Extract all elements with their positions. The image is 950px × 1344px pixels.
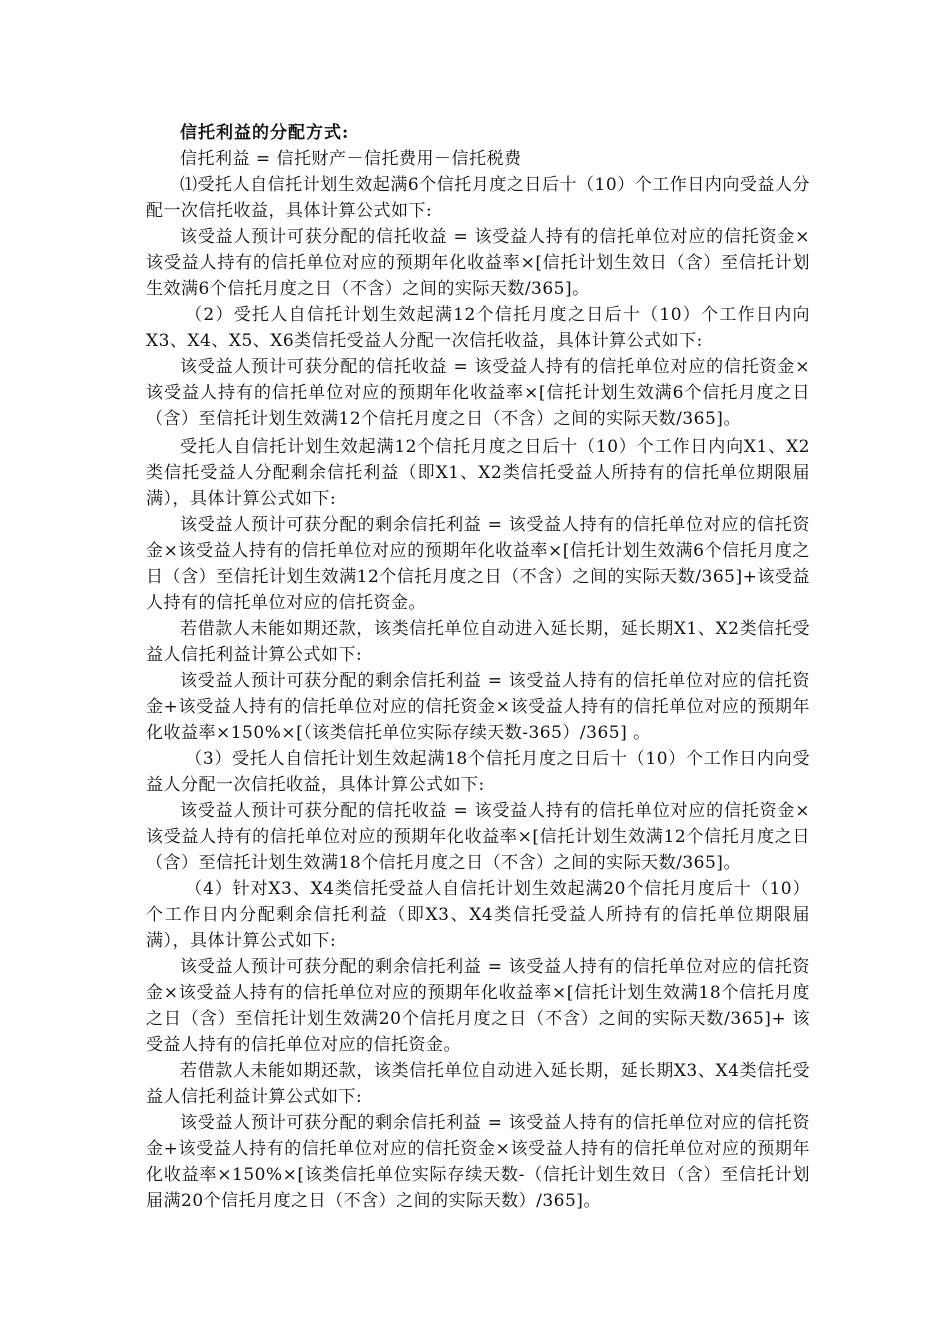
clause-1-paragraph: ⑴受托人自信托计划生效起满6个信托月度之日后十（10）个工作日内向受益人分配一次信托收益，具体计算公式如下: [146, 175, 810, 221]
section-heading: 信托利益的分配方式: [180, 123, 350, 143]
clause-2-x1x2-paragraph: 受托人自信托计划生效起满12个信托月度之日后十（10）个工作日内向X1、X2类信托受益人分配剩余信托利益（即X1、X2类信托受益人所持有的信托单位期限届满），具体计算公式如下: [146, 437, 810, 509]
formula-paragraph: 信托利益 = 信托财产－信托费用－信托税费 [180, 149, 522, 169]
clause-2-formula: 该受益人预计可获分配的信托收益 = 该受益人持有的信托单位对应的信托资金×该受益人持有的信托单位对应的预期年化收益率×[信托计划生效满6个信托月度之日（含）至信托计划生效满12个信托月度之日（不含）之间的实际天数/365]。 [146, 357, 810, 429]
clause-3-formula: 该受益人预计可获分配的信托收益 = 该受益人持有的信托单位对应的信托资金×该受益人持有的信托单位对应的预期年化收益率×[信托计划生效满12个信托月度之日（含）至信托计划生效满18个信托月度之日（不含）之间的实际天数/365]。 [146, 801, 810, 873]
clause-2-extension-formula: 该受益人预计可获分配的剩余信托利益 = 该受益人持有的信托单位对应的信托资金+该受益人持有的信托单位对应的信托资金×该受益人持有的信托单位对应的预期年化收益率×150%×[（该类信托单位实际存续天数-365）/365] 。 [146, 671, 810, 743]
clause-4-formula: 该受益人预计可获分配的剩余信托利益 = 该受益人持有的信托单位对应的信托资金×该受益人持有的信托单位对应的预期年化收益率×[信托计划生效满18个信托月度之日（含）至信托计划生效满20个信托月度之日（不含）之间的实际天数/365]+ 该受益人持有的信托单位对应的信托资金。 [146, 957, 810, 1055]
clause-4-extension-paragraph: 若借款人未能如期还款，该类信托单位自动进入延长期，延长期X3、X4类信托受益人信托利益计算公式如下: [146, 1061, 810, 1107]
clause-4-extension-formula: 该受益人预计可获分配的剩余信托利益 = 该受益人持有的信托单位对应的信托资金+该受益人持有的信托单位对应的信托资金×该受益人持有的信托单位对应的预期年化收益率×150%×[该类信托单位实际存续天数-（信托计划生效日（含）至信托计划届满20个信托月度之日（不含）之间的实际天数）/365]。 [146, 1113, 810, 1211]
clause-3-paragraph: （3）受托人自信托计划生效起满18个信托月度之日后十（10）个工作日内向受益人分配一次信托收益，具体计算公式如下: [146, 749, 810, 795]
clause-1-formula: 该受益人预计可获分配的信托收益 = 该受益人持有的信托单位对应的信托资金×该受益人持有的信托单位对应的预期年化收益率×[信托计划生效日（含）至信托计划生效满6个信托月度之日（不含）之间的实际天数/365]。 [146, 227, 810, 299]
clause-2-paragraph: （2）受托人自信托计划生效起满12个信托月度之日后十（10）个工作日内向X3、X4、X5、X6类信托受益人分配一次信托收益，具体计算公式如下: [146, 305, 810, 351]
clause-2-extension-paragraph: 若借款人未能如期还款，该类信托单位自动进入延长期，延长期X1、X2类信托受益人信托利益计算公式如下: [146, 619, 810, 665]
document-body [146, 120, 810, 1214]
clause-4-paragraph: （4）针对X3、X4类信托受益人自信托计划生效起满20个信托月度后十（10）个工作日内分配剩余信托利益（即X3、X4类信托受益人所持有的信托单位期限届满），具体计算公式如下: [146, 879, 810, 951]
clause-2-x1x2-formula: 该受益人预计可获分配的剩余信托利益 = 该受益人持有的信托单位对应的信托资金×该受益人持有的信托单位对应的预期年化收益率×[信托计划生效满6个信托月度之日（含）至信托计划生效满12个信托月度之日（不含）之间的实际天数/365]+该受益人持有的信托单位对应的信托资金。 [146, 515, 810, 613]
